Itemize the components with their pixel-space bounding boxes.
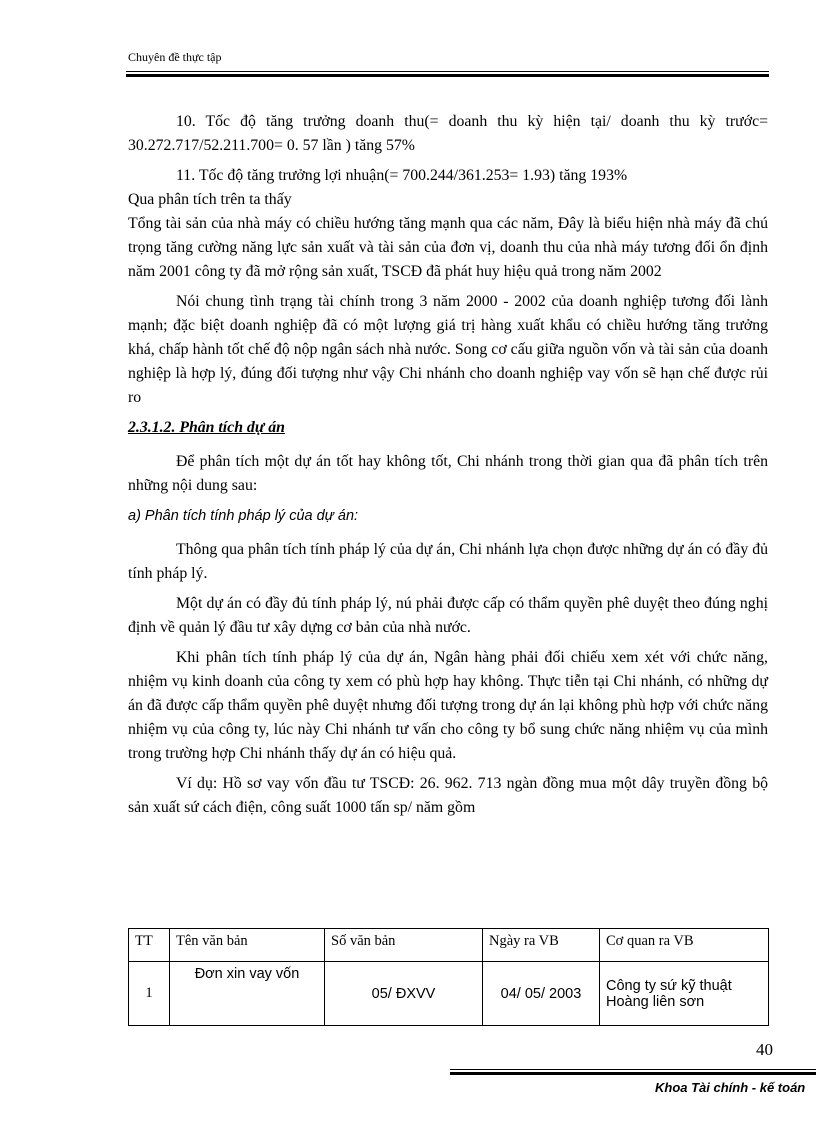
- header-rule: [126, 71, 769, 72]
- header-rule-thick: [126, 74, 769, 77]
- footer-rule: [450, 1069, 816, 1070]
- paragraph-legal-approval: Một dự án có đầy đủ tính pháp lý, nú phải được cấp có thẩm quyền phê duyệt theo đúng nghị định về quản lý đầu tư xây dựng cơ bản của nhà nước.: [128, 595, 768, 636]
- column-header-date: Ngày ra VB: [483, 929, 600, 962]
- cell-tt: 1: [129, 962, 170, 1026]
- footer-rule-thick: [450, 1072, 816, 1075]
- paragraph-total-assets: Tổng tài sản của nhà máy có chiều hướng tăng mạnh qua các năm, Đây là biểu hiện nhà máy đã chú trọng tăng cường năng lực sản xuất và tài sản của đơn vị, doanh thu của nhà máy tương đối ổn định năm 2001 công ty đã mở rộng sản xuất, TSCĐ đã phát huy hiệu quả trong năm 2002: [128, 215, 768, 280]
- cell-date: 04/ 05/ 2003: [483, 962, 600, 1026]
- column-header-tt: TT: [129, 929, 170, 962]
- section-heading: 2.3.1.2. Phân tích dự án: [128, 419, 285, 436]
- paragraph-legal-selection: Thông qua phân tích tính pháp lý của dự án, Chi nhánh lựa chọn được những dự án có đầy đủ tính pháp lý.: [128, 541, 768, 582]
- paragraph-example: Ví dụ: Hồ sơ vay vốn đầu tư TSCĐ: 26. 962. 713 ngàn đồng mua một dây truyền đồng bộ sản xuất sứ cách điện, công suất 1000 tấn sp/ năm gồm: [128, 775, 768, 816]
- column-header-name: Tên văn bản: [170, 929, 325, 962]
- footer-faculty: Khoa Tài chính - kế toán: [655, 1080, 806, 1095]
- cell-agency: Công ty sứ kỹ thuật Hoàng liên sơn: [600, 962, 769, 1026]
- column-header-agency: Cơ quan ra VB: [600, 929, 769, 962]
- document-body: [128, 110, 768, 826]
- column-header-number: Số văn bản: [325, 929, 483, 962]
- paragraph-analysis-intro: Qua phân tích trên ta thấy: [128, 191, 292, 208]
- cell-name: Đơn xin vay vốn: [170, 962, 325, 1026]
- documents-table: [128, 928, 769, 1026]
- paragraph-financial-status: Nói chung tình trạng tài chính trong 3 năm 2000 - 2002 của doanh nghiệp tương đối lành mạnh; đặc biệt doanh nghiệp đã có một lượng giá trị hàng xuất khẩu có chiều hướng tăng trưởng khá, chấp hành tốt chế độ nộp ngân sách nhà nước. Song cơ cấu giữa nguồn vốn và tài sản của doanh nghiệp là hợp lý, đúng đối tượng như vậy Chi nhánh cho doanh nghiệp vay vốn sẽ hạn chế được rủi ro: [128, 293, 768, 406]
- paragraph-growth-revenue: 10. Tốc độ tăng trưởng doanh thu(= doanh thu kỳ hiện tại/ doanh thu kỳ trước= 30.272.717/52.211.700= 0. 57 lần ) tăng 57%: [128, 113, 768, 154]
- paragraph-legal-check: Khi phân tích tính pháp lý của dự án, Ngân hàng phải đối chiếu xem xét với chức năng, nhiệm vụ kinh doanh của công ty xem có phù hợp hay không. Thực tiễn tại Chi nhánh, có những dự án đã được cấp thẩm quyền phê duyệt nhưng đối tượng trong dự án lại không phù hợp với chức năng nhiệm vụ của công ty, lúc này Chi nhánh tư vấn cho công ty bổ sung chức năng nhiệm vụ của mình trong trường hợp Chi nhánh thấy dự án có hiệu quả.: [128, 649, 768, 762]
- cell-number: 05/ ĐXVV: [325, 962, 483, 1026]
- table-header-row: [129, 929, 769, 962]
- paragraph-growth-profit: 11. Tốc độ tăng trưởng lợi nhuận(= 700.244/361.253= 1.93) tăng 193%: [176, 167, 628, 184]
- subsection-heading: a) Phân tích tính pháp lý của dự án:: [128, 508, 359, 524]
- paragraph-project-analysis: Để phân tích một dự án tốt hay không tốt, Chi nhánh trong thời gian qua đã phân tích trên những nội dung sau:: [128, 453, 768, 494]
- page-header-title: Chuyên đề thực tập: [128, 50, 222, 64]
- page-number: 40: [756, 1040, 773, 1059]
- table-row: [129, 962, 769, 1026]
